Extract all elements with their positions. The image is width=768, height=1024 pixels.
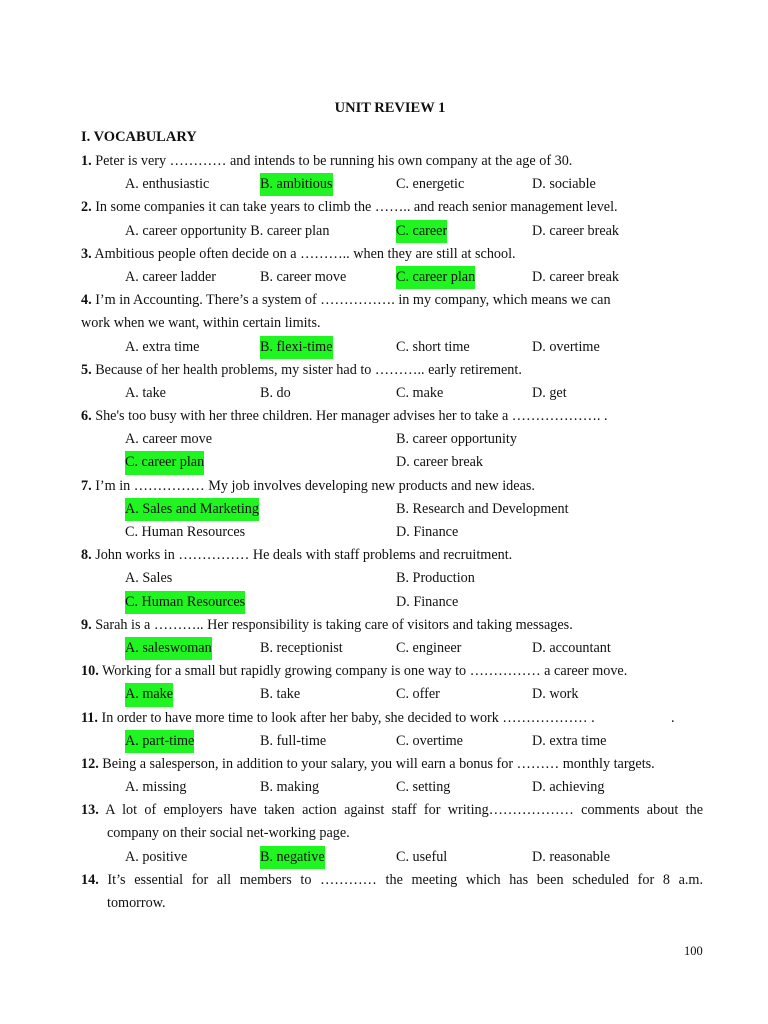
option-b-answer: B. negative [260, 846, 325, 869]
option-c: C. short time [396, 338, 470, 355]
option-a-answer: A. saleswoman [125, 637, 212, 660]
question-list [81, 150, 703, 915]
question-text: She's too busy with her three children. Her manager advises her to take a ………………. . [95, 408, 608, 425]
option-c: C. setting [396, 779, 451, 796]
option-a-answer: A. make [125, 683, 173, 706]
option-a: A. extra time [125, 338, 200, 355]
question-text: I’m in Accounting. There’s a system of ……………. in my company, which means we can [95, 292, 611, 309]
question-number: 4. [81, 292, 92, 309]
option-a-answer: A. part-time [125, 730, 194, 753]
option-b-answer: B. flexi-time [260, 336, 333, 359]
question-1 [81, 150, 703, 173]
question-9 [81, 614, 703, 637]
question-number: 13. [81, 802, 99, 819]
question-text: In order to have more time to look after her baby, she decided to work ……………… . [101, 709, 595, 726]
option-d: D. get [532, 384, 567, 401]
question-text: John works in …………… He deals with staff problems and recruitment. [95, 547, 513, 564]
question-7 [81, 475, 703, 498]
question-number: 8. [81, 547, 92, 564]
options-row [81, 220, 703, 243]
options-row [81, 173, 703, 196]
question-5 [81, 359, 703, 382]
options-row [81, 266, 703, 289]
option-c: C. Human Resources [125, 524, 246, 540]
option-c-answer: C. career [396, 220, 447, 243]
option-d: D. extra time [532, 732, 607, 749]
section-heading: I. VOCABULARY [81, 129, 197, 145]
option-a-answer: A. Sales and Marketing [125, 498, 259, 521]
options-row [81, 776, 703, 799]
trailing-mark: . [671, 709, 675, 726]
question-text-continued: tomorrow. [107, 895, 166, 911]
question-number: 10. [81, 663, 99, 680]
question-text: Being a salesperson, in addition to your salary, you will earn a bonus for ……… monthly targets. [102, 755, 655, 772]
options-row [81, 498, 703, 521]
question-number: 6. [81, 408, 92, 425]
option-b: B. do [260, 384, 291, 401]
question-10 [81, 660, 703, 683]
question-text: A lot of employers have taken action against staff for writing……………… comments about the [105, 802, 703, 819]
option-c-answer: C. career plan [396, 266, 475, 289]
page-number: 100 [684, 944, 703, 958]
option-a: A. missing [125, 779, 187, 796]
option-b: B. Research and Development [396, 500, 569, 517]
question-text: Sarah is a ……….. Her responsibility is taking care of visitors and taking messages. [95, 616, 573, 633]
question-13-continued [81, 822, 703, 845]
options-row [81, 336, 703, 359]
option-a: A. take [125, 384, 166, 401]
question-number: 11. [81, 709, 98, 726]
question-12 [81, 753, 703, 776]
options-row [81, 730, 703, 753]
option-c: C. make [396, 384, 444, 401]
question-number: 14. [81, 871, 99, 888]
option-d: D. accountant [532, 639, 611, 656]
question-text: In some companies it can take years to climb the …….. and reach senior management level. [95, 199, 618, 216]
options-row [81, 382, 703, 405]
question-6 [81, 405, 703, 428]
question-number: 3. [81, 245, 92, 262]
option-d: D. sociable [532, 176, 596, 193]
option-d: D. Finance [396, 524, 459, 540]
option-a: A. career move [125, 431, 213, 448]
option-d: D. overtime [532, 338, 600, 355]
option-a: A. positive [125, 848, 188, 865]
question-3 [81, 243, 703, 266]
option-b: B. making [260, 779, 320, 796]
options-row [81, 591, 703, 614]
question-text: Because of her health problems, my sister had to ……….. early retirement. [95, 361, 522, 378]
question-text: Working for a small but rapidly growing company is one way to …………… a career move. [102, 663, 628, 680]
question-11 [81, 707, 703, 730]
options-row [81, 683, 703, 706]
question-text: Peter is very ………… and intends to be running his own company at the age of 30. [95, 153, 573, 169]
option-d: D. career break [532, 222, 620, 239]
option-c: C. engineer [396, 639, 462, 656]
option-b: B. full-time [260, 732, 327, 749]
option-c: C. useful [396, 848, 448, 865]
question-number: 7. [81, 477, 92, 494]
question-4 [81, 289, 703, 312]
option-b: B. take [260, 686, 301, 703]
option-b: B. career move [260, 268, 347, 285]
option-c: C. energetic [396, 176, 465, 193]
option-a: A. Sales [125, 570, 173, 587]
question-text-continued: work when we want, within certain limits. [81, 315, 321, 332]
option-b-answer: B. ambitious [260, 173, 333, 196]
option-d: D. work [532, 686, 579, 703]
question-14 [81, 869, 703, 892]
option-c-answer: C. Human Resources [125, 591, 245, 614]
question-4-continued [81, 312, 703, 335]
question-14-continued [81, 892, 703, 915]
option-a: A. enthusiastic [125, 176, 210, 193]
option-c: C. offer [396, 686, 440, 703]
option-d: D. career break [396, 454, 484, 471]
options-row [81, 637, 703, 660]
option-d: D. career break [532, 268, 620, 285]
question-number: 12. [81, 755, 99, 772]
option-a: A. career ladder [125, 268, 216, 285]
option-ab: A. career opportunity B. career plan [125, 222, 330, 239]
options-row [81, 428, 703, 451]
page-title: UNIT REVIEW 1 [334, 100, 446, 116]
question-number: 1. [81, 153, 92, 169]
option-d: D. achieving [532, 779, 605, 796]
question-text: I’m in …………… My job involves developing new products and new ideas. [95, 477, 535, 494]
option-c-answer: C. career plan [125, 451, 204, 474]
question-8 [81, 544, 703, 567]
question-number: 5. [81, 361, 92, 378]
options-row [81, 521, 703, 544]
question-number: 9. [81, 616, 92, 633]
question-text: Ambitious people often decide on a ……….. when they are still at school. [94, 245, 516, 262]
option-d: D. Finance [396, 593, 459, 610]
options-row [81, 567, 703, 590]
options-row [81, 451, 703, 474]
question-text: It’s essential for all members to ………… the meeting which has been scheduled for 8 a.m. [107, 871, 704, 888]
question-text-continued: company on their social net-working page. [107, 825, 350, 842]
question-13 [81, 799, 703, 822]
options-row [81, 846, 703, 869]
question-2 [81, 196, 703, 219]
question-number: 2. [81, 199, 92, 216]
option-b: B. career opportunity [396, 431, 517, 448]
option-b: B. receptionist [260, 639, 343, 656]
option-b: B. Production [396, 570, 475, 587]
option-c: C. overtime [396, 732, 463, 749]
option-d: D. reasonable [532, 848, 610, 865]
